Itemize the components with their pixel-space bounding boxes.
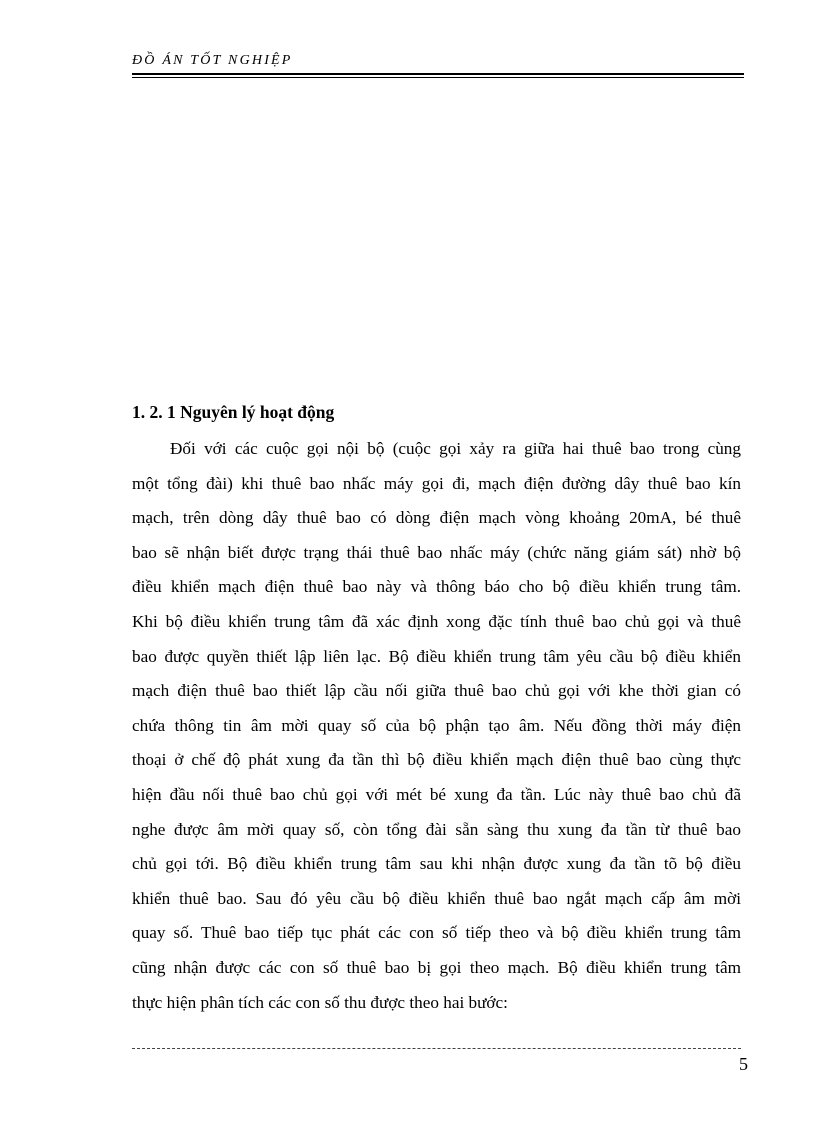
paragraph-line: mạch, trên dòng dây thuê bao có dòng điện mạch vòng khoảng 20mA, bé thuê (132, 508, 741, 528)
paragraph-line: chứa thông tin âm mời quay số của bộ phận tạo âm. Nếu đồng thời máy điện (132, 715, 741, 735)
paragraph-line: một tổng đài) khi thuê bao nhấc máy gọi đi, mạch điện đường dây thuê bao kín (132, 473, 741, 493)
paragraph-line: bao được quyền thiết lập liên lạc. Bộ điều khiển trung tâm yêu cầu bộ điều khiển (132, 646, 741, 666)
paragraph-line: điều khiển mạch điện thuê bao này và thông báo cho bộ điều khiển trung tâm. (132, 577, 741, 597)
paragraph-line: mạch điện thuê bao thiết lập cầu nối giữa thuê bao chủ gọi với khe thời gian có (132, 681, 741, 701)
paragraph-line: hiện đầu nối thuê bao chủ gọi với mét bé xung đa tần. Lúc này thuê bao chủ đã (132, 784, 741, 804)
paragraph-line: Khi bộ điều khiển trung tâm đã xác định xong đặc tính thuê bao chủ gọi và thuê (132, 611, 741, 631)
page-number: 5 (739, 1054, 748, 1074)
body-paragraph (132, 432, 741, 1020)
paragraph-line: nghe được âm mời quay số, còn tổng đài sẵn sàng thu xung đa tần từ thuê bao (132, 819, 741, 839)
paragraph-line: chủ gọi tới. Bộ điều khiển trung tâm sau khi nhận được xung đa tần tõ bộ điều (132, 854, 741, 874)
section-heading: 1. 2. 1 Nguyên lý hoạt động (132, 402, 335, 422)
page-header (132, 52, 744, 70)
paragraph-line: Đối với các cuộc gọi nội bộ (cuộc gọi xảy ra giữa hai thuê bao trong cùng (170, 439, 741, 458)
header-rule-thin (132, 77, 744, 78)
paragraph-line: cũng nhận được các con số thuê bao bị gọi theo mạch. Bộ điều khiển trung tâm (132, 957, 741, 977)
header-rule-thick (132, 73, 744, 75)
main-content (132, 398, 741, 1020)
paragraph-line: thực hiện phân tích các con số thu được theo hai bước: (132, 992, 508, 1012)
paragraph-line: khiển thuê bao. Sau đó yêu cầu bộ điều khiển thuê bao ngắt mạch cấp âm mời (132, 888, 741, 908)
paragraph-line: bao sẽ nhận biết được trạng thái thuê bao nhấc máy (chức năng giám sát) nhờ bộ (132, 542, 741, 562)
header-title: ĐỒ ÁN TỐT NGHIỆP (132, 53, 293, 68)
paragraph-line: thoại ở chế độ phát xung đa tần thì bộ điều khiển mạch điện thuê bao cùng thực (132, 750, 741, 770)
footer-rule (132, 1048, 741, 1049)
paragraph-line: quay số. Thuê bao tiếp tục phát các con số tiếp theo và bộ điều khiển trung tâm (132, 923, 741, 943)
